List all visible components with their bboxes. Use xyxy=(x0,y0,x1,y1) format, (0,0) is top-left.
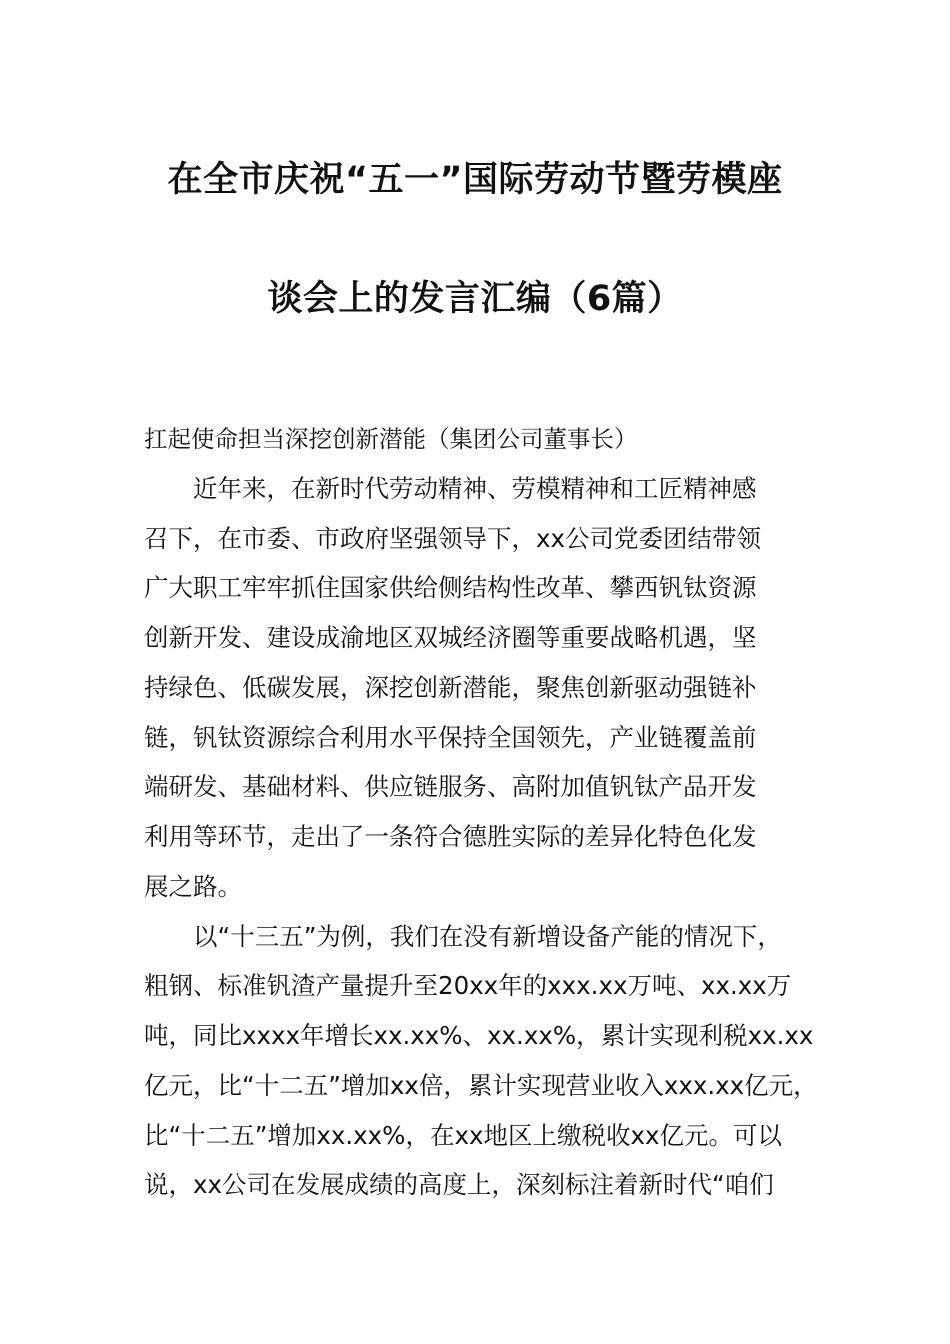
paragraph-2-line: 比“十二五”增加xx.xx%，在xx地区上缴税收xx亿元。可以 xyxy=(144,1121,782,1150)
paragraph-1-line: 广大职工牢牢抓住国家供给侧结构性改革、攀西钒钛资源 xyxy=(144,573,757,602)
paragraph-1-line: 链，钒钛资源综合利用水平保持全国领先，产业链覆盖前 xyxy=(144,723,757,752)
paragraph-2-line: 粗钢、标准钒渣产量提升至20xx年的xxx.xx万吨、xx.xx万 xyxy=(144,971,792,1000)
paragraph-1-line: 展之路。 xyxy=(144,872,242,901)
paragraph-2-line: 亿元，比“十二五”增加xx倍，累计实现营业收入xxx.xx亿元， xyxy=(144,1071,818,1100)
paragraph-2-line: 说，xx公司在发展成绩的高度上，深刻标注着新时代“咱们 xyxy=(144,1170,774,1199)
paragraph-2-line: 吨，同比xxxx年增长xx.xx%、xx.xx%，累计实现利税xx.xx xyxy=(144,1021,814,1050)
paragraph-1-line: 近年来，在新时代劳动精神、劳模精神和工匠精神感 xyxy=(193,474,757,503)
document-title-line-1: 在全市庆祝“五一”国际劳动节暨劳模座 xyxy=(167,160,783,200)
paragraph-1-line: 召下，在市委、市政府坚强领导下，xx公司党委团结带领 xyxy=(144,524,761,553)
paragraph-1-line: 持绿色、低碳发展，深挖创新潜能，聚焦创新驱动强链补 xyxy=(144,673,757,702)
paragraph-2-line: 以“十三五”为例，我们在没有新增设备产能的情况下， xyxy=(193,922,782,951)
paragraph-1-line: 利用等环节，走出了一条符合德胜实际的差异化特色化发 xyxy=(144,822,757,851)
paragraph-1-line: 创新开发、建设成渝地区双城经济圈等重要战略机遇，坚 xyxy=(144,623,757,652)
document-title-line-2: 谈会上的发言汇编（6篇） xyxy=(267,279,683,319)
paragraph-1-line: 端研发、基础材料、供应链服务、高附加值钒钛产品开发 xyxy=(144,772,757,801)
section-heading: 扛起使命担当深挖创新潜能（集团公司董事长） xyxy=(144,425,638,453)
